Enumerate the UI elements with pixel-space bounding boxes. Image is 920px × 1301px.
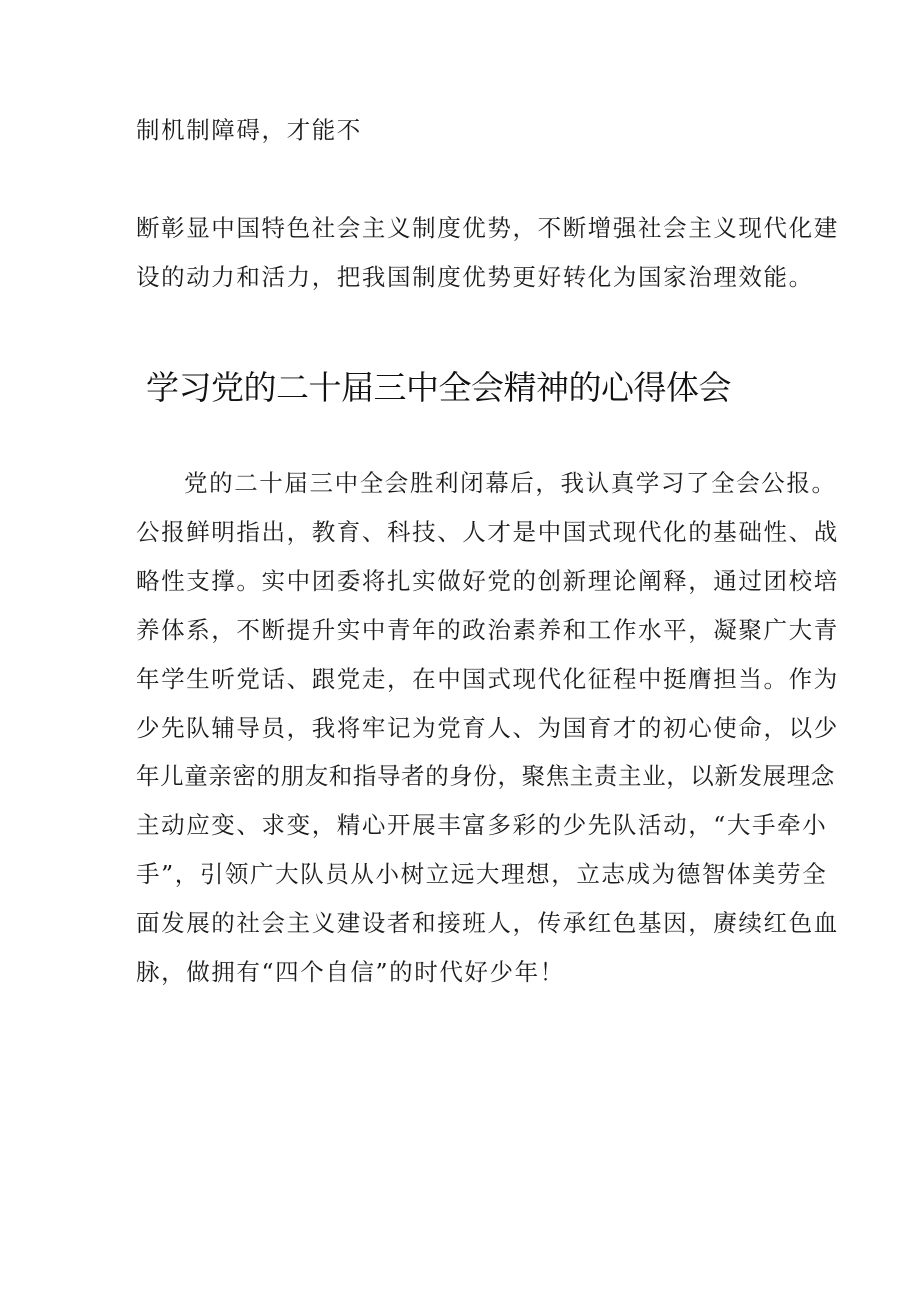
body-line-8: 主动应变、求变，精心开展丰富多彩的少先队活动，“大手牵小 [136, 811, 828, 839]
top-text-fragment: 制机制障碍，才能不 [136, 116, 362, 144]
body-line-11: 脉，做拥有“四个自信”的时代好少年！ [136, 958, 565, 986]
body-line-4: 养体系，不断提升实中青年的政治素养和工作水平，凝聚广大青 [136, 616, 839, 644]
body-line-7: 年儿童亲密的朋友和指导者的身份，聚焦主责主业，以新发展理念 [136, 762, 835, 790]
body-line-10: 面发展的社会主义建设者和接班人，传承红色基因，赓续红色血 [136, 909, 839, 937]
body-line-3: 略性支撑。实中团委将扎实做好党的创新理论阐释，通过团校培 [136, 567, 839, 595]
body-line-2: 公报鲜明指出，教育、科技、人才是中国式现代化的基础性、战 [136, 518, 839, 546]
body-line-5: 年学生听党话、跟党走，在中国式现代化征程中挺膺担当。作为 [136, 665, 839, 693]
section-title: 学习党的二十届三中全会精神的心得体会 [146, 368, 731, 407]
body-line-9: 手”，引领广大队员从小树立远大理想，立志成为德智体美劳全 [136, 860, 828, 888]
body-line-1: 党的二十届三中全会胜利闭幕后，我认真学习了全会公报。 [184, 469, 837, 497]
intro-line-1: 断彰显中国特色社会主义制度优势，不断增强社会主义现代化建 [136, 214, 839, 242]
body-line-6: 少先队辅导员，我将牢记为党育人、为国育才的初心使命，以少 [136, 714, 839, 742]
intro-line-2: 设的动力和活力，把我国制度优势更好转化为国家治理效能。 [136, 263, 814, 291]
